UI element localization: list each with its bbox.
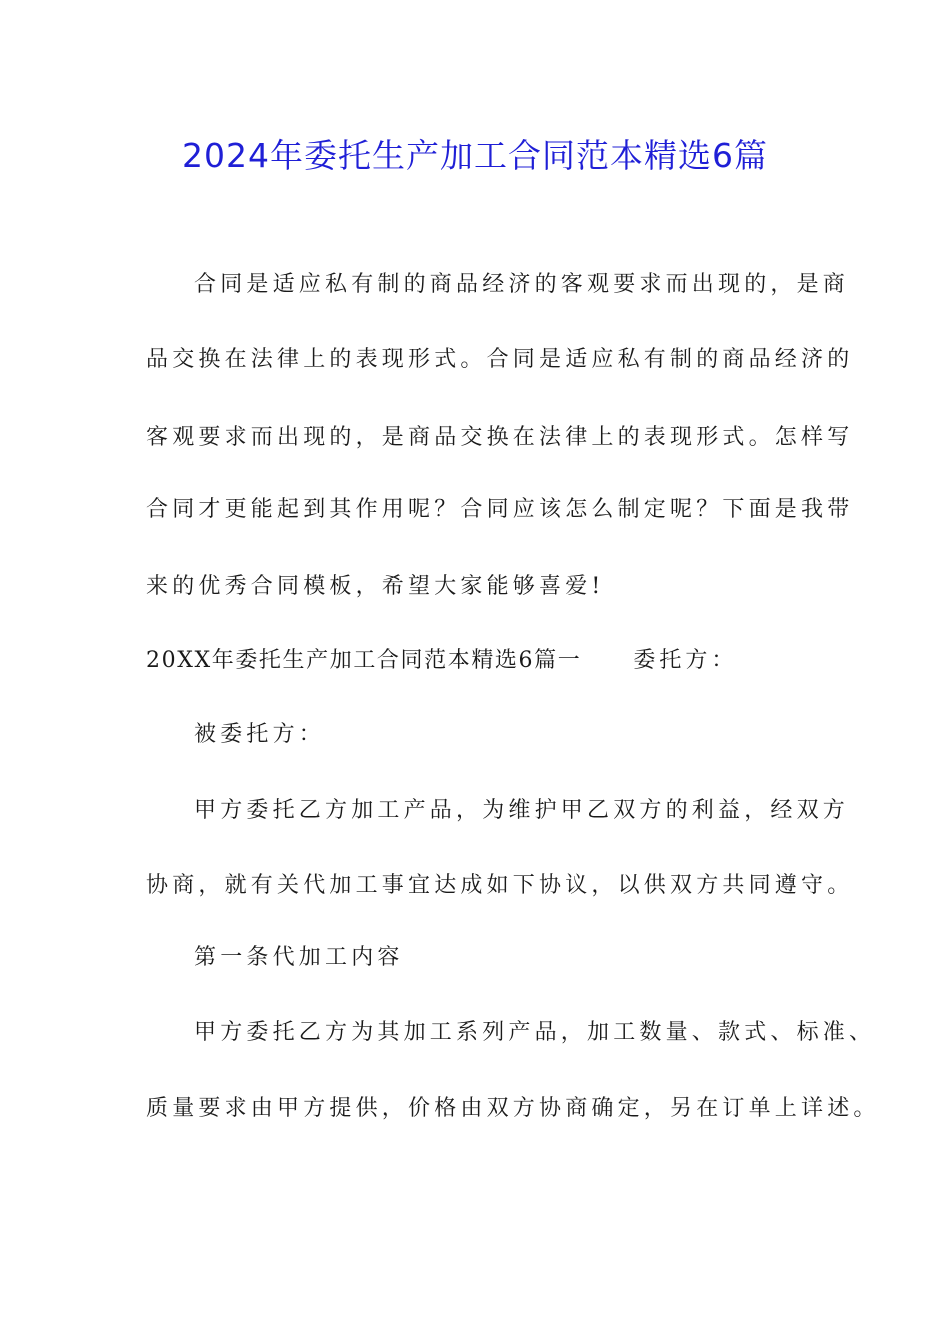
intro-line-1: 合同是适应私有制的商品经济的客观要求而出现的，是商 <box>194 272 850 297</box>
entrusted-party-label: 被委托方： <box>194 722 326 747</box>
clause-line-2: 协商，就有关代加工事宜达成如下协议，以供双方共同遵守。 <box>146 873 854 898</box>
article1-line-1: 甲方委托乙方为其加工系列产品，加工数量、款式、标准、 <box>194 1020 876 1045</box>
article1-heading: 第一条代加工内容 <box>194 945 404 970</box>
intro-line-5: 来的优秀合同模板，希望大家能够喜爱! <box>146 574 605 599</box>
intro-line-3: 客观要求而出现的，是商品交换在法律上的表现形式。怎样写 <box>146 425 854 450</box>
section-heading-row <box>146 646 737 676</box>
clause-line-1: 甲方委托乙方加工产品，为维护甲乙双方的利益，经双方 <box>194 798 850 823</box>
article1-line-2: 质量要求由甲方提供，价格由双方协商确定，另在订单上详述。 <box>146 1096 880 1121</box>
entrusting-party-label: 委托方： <box>633 648 738 673</box>
intro-line-4: 合同才更能起到其作用呢？合同应该怎么制定呢？下面是我带 <box>146 497 854 522</box>
section-heading: 20XX年委托生产加工合同范本精选6篇一 <box>146 648 582 673</box>
intro-line-2: 品交换在法律上的表现形式。合同是适应私有制的商品经济的 <box>146 347 854 372</box>
document-title: 2024年委托生产加工合同范本精选6篇 <box>182 136 768 175</box>
